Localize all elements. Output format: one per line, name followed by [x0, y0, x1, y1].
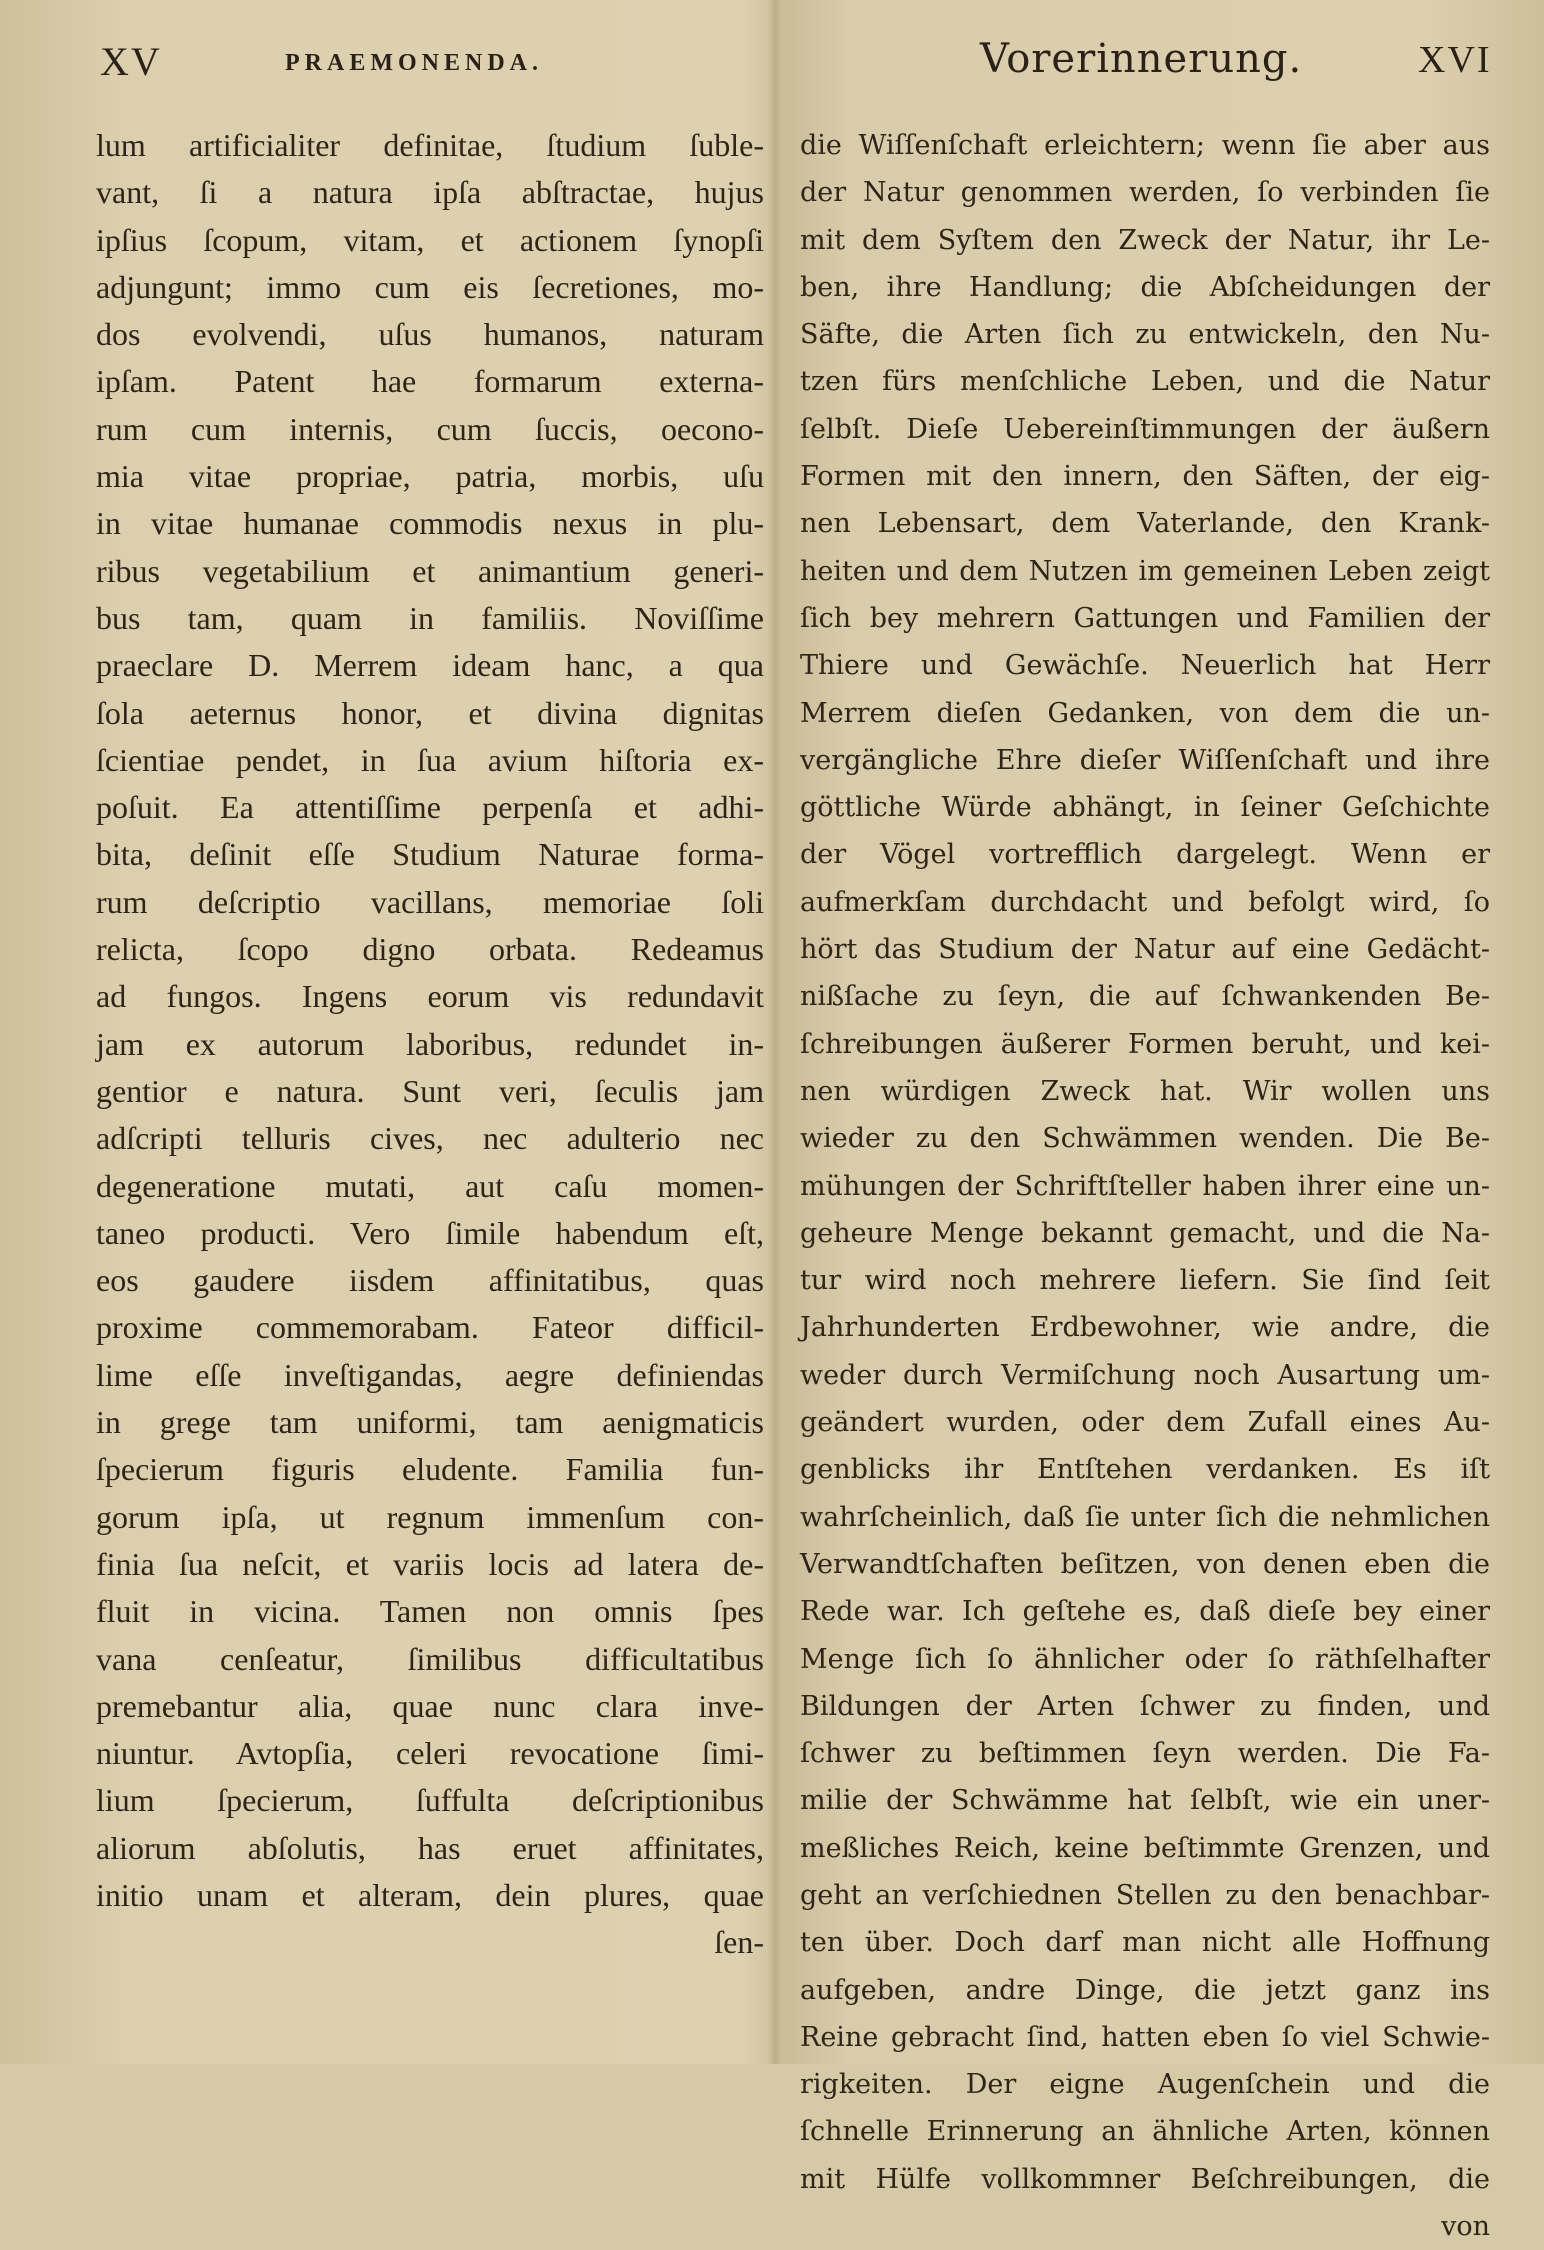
text-line: mit dem Syſtem den Zweck der Natur, ihr Le-	[800, 224, 1490, 256]
text-line: tzen fürs menſchliche Leben, und die Natur	[800, 366, 1490, 398]
text-line: ipſam. Patent hae formarum externa-	[96, 363, 764, 400]
text-line: der Vögel vortrefflich dargelegt. Wenn er	[800, 839, 1490, 871]
text-line: Bildungen der Arten ſchwer zu finden, und	[800, 1690, 1490, 1722]
text-line: mühungen der Schriftſteller haben ihrer eine un-	[800, 1170, 1490, 1202]
text-line: finia ſua neſcit, et variis locis ad latera de-	[96, 1545, 764, 1582]
text-line: Menge ſich ſo ähnlicher oder ſo räthſelhafter	[800, 1643, 1490, 1675]
text-line: aliorum abſolutis, has eruet affinitates,	[96, 1829, 764, 1866]
text-line: lium ſpecierum, ſuffulta deſcriptionibus	[96, 1782, 764, 1819]
text-line: rum cum internis, cum ſuccis, oecono-	[96, 410, 764, 447]
text-line: ſen-	[714, 1924, 764, 1961]
text-line: degeneratione mutati, aut caſu momen-	[96, 1167, 764, 1204]
text-line: nen Lebensart, dem Vaterlande, den Krank-	[800, 508, 1490, 540]
text-line: genblicks ihr Entſtehen verdanken. Es iſt	[800, 1454, 1490, 1486]
text-line: adjungunt; immo cum eis ſecretiones, mo-	[96, 268, 764, 305]
text-line: Jahrhunderten Erdbewohner, wie andre, die	[800, 1312, 1490, 1344]
text-line: proxime commemorabam. Fateor difficil-	[96, 1309, 764, 1346]
text-line: Reine gebracht ſind, hatten eben ſo viel Schwie-	[800, 2021, 1490, 2053]
text-line: rigkeiten. Der eigne Augenſchein und die	[800, 2069, 1490, 2101]
text-line: geht an verſchiednen Stellen zu den benachbar-	[800, 1879, 1490, 1911]
text-line: taneo producti. Vero ſimile habendum eſt,	[96, 1214, 764, 1251]
text-line: Formen mit den innern, den Säften, der eig-	[800, 461, 1490, 493]
text-line: niuntur. Avtopſia, celeri revocatione ſimi-	[96, 1735, 764, 1772]
text-line: adſcripti telluris cives, nec adulterio nec	[96, 1120, 764, 1157]
text-line: ſich bey mehrern Gattungen und Familien der	[800, 602, 1490, 634]
text-line: hört das Studium der Natur auf eine Gedächt-	[800, 934, 1490, 966]
book-gutter	[768, 0, 782, 2064]
text-line: aufgeben, andre Dinge, die jetzt ganz ins	[800, 1974, 1490, 2006]
text-line: Merrem dieſen Gedanken, von dem die un-	[800, 697, 1490, 729]
text-line: in grege tam uniformi, tam aenigmaticis	[96, 1404, 764, 1441]
text-line: ſchwer zu beſtimmen ſeyn werden. Die Fa-	[800, 1738, 1490, 1770]
text-line: fluit in vicina. Tamen non omnis ſpes	[96, 1593, 764, 1630]
text-line: tur wird noch mehrere liefern. Sie ſind ſeit	[800, 1265, 1490, 1297]
right-page-number: XVI	[1418, 39, 1492, 81]
text-line: die Wiſſenſchaft erleichtern; wenn ſie aber aus	[800, 130, 1490, 161]
text-line: ribus vegetabilium et animantium generi-	[96, 552, 764, 589]
text-line: ſelbſt. Dieſe Uebereinſtimmungen der äußern	[800, 413, 1490, 445]
text-line: ſola aeternus honor, et divina dignitas	[96, 694, 764, 731]
text-line: wahrſcheinlich, daß ſie unter ſich die nehmlichen	[800, 1501, 1490, 1533]
text-line: eos gaudere iisdem affinitatibus, quas	[96, 1262, 764, 1299]
text-line: der Natur genommen werden, ſo verbinden ſie	[800, 177, 1490, 209]
text-line: ten über. Doch darf man nicht alle Hoffnung	[800, 1927, 1490, 1959]
text-line: ben, ihre Handlung; die Abſcheidungen der	[800, 271, 1490, 303]
text-line: göttliche Würde abhängt, in ſeiner Geſchichte	[800, 792, 1490, 824]
text-line: nißſache zu ſeyn, die auf ſchwankenden Be-	[800, 981, 1490, 1013]
text-line: ſpecierum figuris eludente. Familia fun-	[96, 1451, 764, 1488]
text-line: wieder zu den Schwämmen wenden. Die Be-	[800, 1123, 1490, 1155]
text-line: gentior e natura. Sunt veri, ſeculis jam	[96, 1072, 764, 1109]
text-line: initio unam et alteram, dein plures, quae	[96, 1876, 764, 1913]
text-line: lum artificialiter definitae, ſtudium ſuble-	[96, 127, 764, 163]
right-running-title: Vorerinnerung.	[980, 36, 1303, 82]
text-line: weder durch Vermiſchung noch Ausartung um-	[800, 1359, 1490, 1391]
text-line: heiten und dem Nutzen im gemeinen Leben zeigt	[800, 555, 1490, 587]
text-line: geändert wurden, oder dem Zufall eines Au-	[800, 1407, 1490, 1439]
text-line: vant, ſi a natura ipſa abſtractae, hujus	[96, 174, 764, 211]
text-line: milie der Schwämme hat ſelbſt, wie ein uner-	[800, 1785, 1490, 1817]
text-line: Verwandtſchaften beſitzen, von denen eben die	[800, 1548, 1490, 1580]
text-line: ſchnelle Erinnerung an ähnliche Arten, können	[800, 2116, 1490, 2148]
text-line: ſchreibungen äußerer Formen beruht, und kei-	[800, 1028, 1490, 1060]
text-line: geheure Menge bekannt gemacht, und die Na-	[800, 1217, 1490, 1249]
text-line: rum deſcriptio vacillans, memoriae ſoli	[96, 883, 764, 920]
text-line: relicta, ſcopo digno orbata. Redeamus	[96, 931, 764, 968]
text-line: jam ex autorum laboribus, redundet in-	[96, 1025, 764, 1062]
text-line: mia vitae propriae, patria, morbis, uſu	[96, 458, 764, 495]
text-line: gorum ipſa, ut regnum immenſum con-	[96, 1498, 764, 1535]
text-line: ipſius ſcopum, vitam, et actionem ſynopſi	[96, 221, 764, 258]
text-line: aufmerkſam durchdacht und befolgt wird, ſo	[800, 886, 1490, 918]
text-line: mit Hülfe vollkommner Beſchreibungen, die	[800, 2163, 1490, 2195]
text-line: meßliches Reich, keine beſtimmte Grenzen, und	[800, 1832, 1490, 1864]
left-page-number: XV	[100, 39, 162, 84]
german-text-column	[800, 122, 1490, 2250]
text-line: bus tam, quam in familiis. Noviſſime	[96, 599, 764, 636]
text-line: dos evolvendi, uſus humanos, naturam	[96, 316, 764, 353]
text-line: bita, deſinit eſſe Studium Naturae forma-	[96, 836, 764, 873]
latin-text-column	[96, 122, 764, 1967]
text-line: Säfte, die Arten ſich zu entwickeln, den Nu-	[800, 319, 1490, 351]
text-line: Rede war. Ich geſtehe es, daß dieſe bey einer	[800, 1596, 1490, 1628]
text-line: Thiere und Gewächſe. Neuerlich hat Herr	[800, 650, 1490, 682]
text-line: vergängliche Ehre dieſer Wiſſenſchaft und ihre	[800, 744, 1490, 776]
text-line: ad fungos. Ingens eorum vis redundavit	[96, 978, 764, 1015]
text-line: ſcientiae pendet, in ſua avium hiſtoria ex-	[96, 741, 764, 778]
text-line: in vitae humanae commodis nexus in plu-	[96, 505, 764, 542]
text-line: praeclare D. Merrem ideam hanc, a qua	[96, 647, 764, 684]
text-line: von	[1441, 2211, 1490, 2243]
text-line: poſuit. Ea attentiſſime perpenſa et adhi-	[96, 789, 764, 826]
text-line: premebantur alia, quae nunc clara inve-	[96, 1687, 764, 1724]
text-line: vana cenſeatur, ſimilibus difficultatibus	[96, 1640, 764, 1677]
left-running-title: PRAEMONENDA.	[285, 50, 543, 76]
text-line: nen würdigen Zweck hat. Wir wollen uns	[800, 1075, 1490, 1107]
text-line: lime eſſe inveſtigandas, aegre definiendas	[96, 1356, 764, 1393]
